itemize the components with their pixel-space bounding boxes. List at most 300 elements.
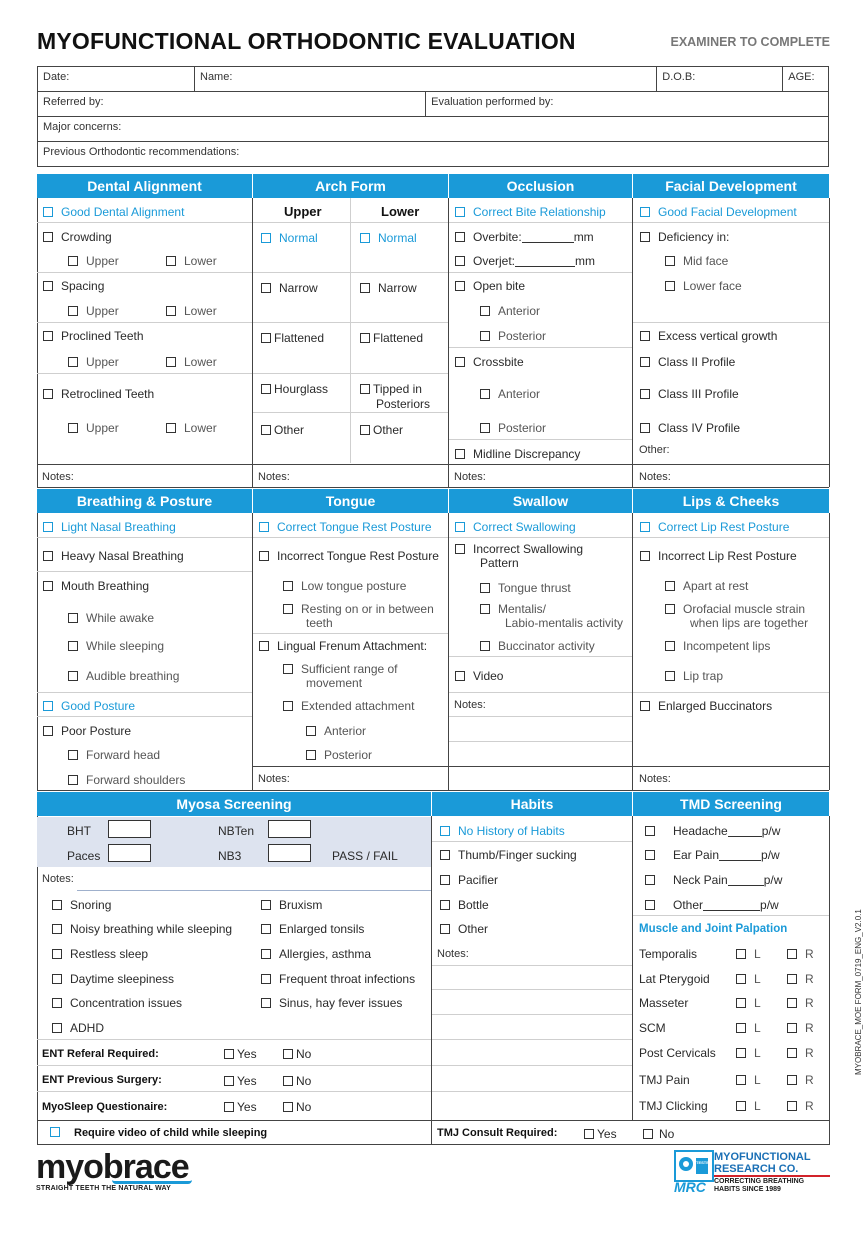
form-label: MyoSleep Questionaire: [42, 1101, 168, 1113]
checkbox[interactable] [455, 256, 465, 266]
checkbox[interactable] [455, 671, 465, 681]
checkbox[interactable] [52, 949, 62, 959]
checkbox-label: Forward head [86, 748, 161, 762]
blank-line-field[interactable] [719, 860, 761, 861]
checkbox[interactable] [455, 281, 465, 291]
divider [449, 741, 632, 742]
checkbox-item[interactable] [640, 421, 740, 435]
checkbox[interactable] [43, 281, 53, 291]
checkbox[interactable] [52, 900, 62, 910]
checkbox[interactable] [360, 425, 370, 435]
checkbox-label: Overbite: [473, 230, 522, 244]
checkbox[interactable] [640, 389, 650, 399]
form-label: TMJ Pain [639, 1073, 690, 1087]
checkbox[interactable] [261, 924, 271, 934]
checkbox-item[interactable] [261, 947, 371, 961]
checkbox-item[interactable] [440, 898, 489, 912]
checkbox[interactable] [68, 750, 78, 760]
checkbox-item[interactable] [68, 355, 119, 369]
checkbox[interactable] [43, 232, 53, 242]
checkbox-item[interactable] [640, 205, 797, 219]
checkbox[interactable] [166, 357, 176, 367]
checkbox[interactable] [306, 726, 316, 736]
checkbox-item[interactable] [43, 579, 149, 593]
checkbox-label: Resting on or in between [301, 602, 434, 616]
checkbox[interactable] [440, 826, 450, 836]
checkbox-item[interactable] [283, 1074, 311, 1088]
checkbox-label: Frequent throat infections [279, 972, 416, 986]
checkbox-item[interactable] [52, 972, 174, 986]
checkbox[interactable] [43, 726, 53, 736]
checkbox[interactable] [665, 281, 675, 291]
checkbox[interactable] [665, 641, 675, 651]
checkbox-label: Neck Pain [673, 873, 728, 887]
checkbox[interactable] [68, 671, 78, 681]
checkbox[interactable] [736, 949, 746, 959]
checkbox-item[interactable] [440, 824, 565, 838]
checkbox[interactable] [480, 389, 490, 399]
checkbox-item[interactable] [261, 898, 322, 912]
checkbox-item[interactable] [643, 1127, 674, 1141]
checkbox-item[interactable] [787, 1046, 814, 1060]
checkbox-item[interactable] [68, 748, 160, 762]
checkbox[interactable] [736, 1023, 746, 1033]
checkbox-label: Audible breathing [86, 669, 180, 683]
checkbox-item[interactable] [259, 520, 432, 534]
checkbox-item[interactable] [787, 1021, 814, 1035]
checkbox[interactable] [787, 998, 797, 1008]
checkbox-item[interactable] [455, 520, 576, 534]
checkbox[interactable] [283, 664, 293, 674]
checkbox[interactable] [261, 900, 271, 910]
checkbox[interactable] [736, 1075, 746, 1085]
checkbox-label: mm [573, 230, 594, 244]
checkbox[interactable] [261, 974, 271, 984]
checkbox-label: Heavy Nasal Breathing [61, 549, 184, 563]
checkbox[interactable] [640, 522, 650, 532]
checkbox[interactable] [480, 306, 490, 316]
checkbox-label: Enlarged Buccinators [658, 699, 773, 713]
checkbox-item[interactable] [640, 520, 789, 534]
checkbox[interactable] [68, 357, 78, 367]
checkbox-item[interactable] [787, 947, 814, 961]
checkbox-item[interactable] [665, 579, 748, 593]
checkbox-label: Narrow [378, 281, 417, 295]
checkbox-item[interactable] [736, 1021, 761, 1035]
age-field[interactable]: AGE: [783, 67, 829, 92]
checkbox-item[interactable] [43, 520, 176, 534]
checkbox-item[interactable] [360, 382, 422, 396]
checkbox-item[interactable] [283, 579, 406, 593]
checkbox-label: Mouth Breathing [61, 579, 150, 593]
divider [252, 766, 829, 767]
referred-field[interactable]: Referred by: [38, 92, 426, 117]
checkbox-item[interactable] [224, 1074, 257, 1088]
checkbox-item[interactable] [736, 972, 761, 986]
checkbox-item[interactable] [43, 230, 112, 244]
checkbox[interactable] [261, 998, 271, 1008]
checkbox-label: Crowding [61, 230, 112, 244]
checkbox-item[interactable] [640, 329, 777, 343]
checkbox-item[interactable] [261, 996, 402, 1010]
checkbox[interactable] [480, 641, 490, 651]
checkbox[interactable] [224, 1076, 234, 1086]
checkbox[interactable] [736, 1101, 746, 1111]
checkbox[interactable] [283, 581, 293, 591]
checkbox[interactable] [52, 974, 62, 984]
checkbox[interactable] [360, 333, 370, 343]
checkbox-label: Correct Tongue Rest Posture [277, 520, 432, 534]
checkbox-item[interactable] [261, 331, 324, 345]
checkbox-item[interactable] [736, 996, 761, 1010]
previous-field[interactable]: Previous Orthodontic recommendations: [38, 142, 829, 167]
checkbox-item[interactable] [43, 205, 184, 219]
checkbox[interactable] [480, 423, 490, 433]
checkbox-item[interactable] [640, 355, 735, 369]
checkbox[interactable] [43, 331, 53, 341]
checkbox[interactable] [665, 604, 675, 614]
checkbox-item[interactable] [480, 602, 546, 616]
checkbox-item[interactable] [736, 1073, 761, 1087]
checkbox-label: L [754, 1099, 761, 1113]
nbten-input[interactable] [268, 820, 311, 838]
checkbox[interactable] [283, 1076, 293, 1086]
checkbox-item[interactable] [50, 1126, 267, 1140]
checkbox-label: Pacifier [458, 873, 499, 887]
checkbox-item[interactable] [640, 699, 772, 713]
checkbox[interactable] [224, 1102, 234, 1112]
checkbox[interactable] [68, 306, 78, 316]
checkbox[interactable] [640, 357, 650, 367]
checkbox[interactable] [455, 522, 465, 532]
checkbox[interactable] [645, 875, 655, 885]
checkbox[interactable] [665, 671, 675, 681]
blank-line-field[interactable] [522, 242, 574, 243]
checkbox-item[interactable] [640, 387, 739, 401]
checkbox-item[interactable] [645, 848, 780, 862]
divider [432, 1014, 632, 1015]
checkbox[interactable] [68, 256, 78, 266]
checkbox-item[interactable] [43, 724, 131, 738]
blank-line-field[interactable] [728, 885, 764, 886]
date-field[interactable]: Date: [38, 67, 195, 92]
checkbox-label: Incorrect Swallowing [473, 542, 584, 556]
checkbox-item[interactable] [224, 1047, 257, 1061]
divider [829, 816, 830, 1145]
checkbox[interactable] [440, 875, 450, 885]
checkbox-item[interactable] [68, 421, 119, 435]
divider [37, 1144, 829, 1145]
checkbox[interactable] [360, 233, 370, 243]
checkbox[interactable] [68, 613, 78, 623]
checkbox-item[interactable] [306, 724, 366, 738]
checkbox[interactable] [584, 1129, 594, 1139]
checkbox-item[interactable] [787, 972, 814, 986]
checkbox-item[interactable] [480, 304, 540, 318]
checkbox[interactable] [736, 974, 746, 984]
checkbox-item[interactable] [480, 639, 595, 653]
divider [37, 222, 252, 223]
checkbox[interactable] [261, 333, 271, 343]
checkbox-item[interactable] [455, 205, 606, 219]
checkbox-item[interactable] [261, 423, 304, 437]
checkbox[interactable] [68, 775, 78, 785]
checkbox[interactable] [283, 1102, 293, 1112]
checkbox[interactable] [455, 449, 465, 459]
checkbox[interactable] [645, 850, 655, 860]
checkbox[interactable] [480, 604, 490, 614]
checkbox-label: Retroclined Teeth [61, 387, 155, 401]
divider [432, 965, 632, 966]
checkbox-item[interactable] [360, 231, 417, 245]
checkbox-item[interactable] [480, 387, 540, 401]
checkbox-item[interactable] [43, 549, 184, 563]
checkbox[interactable] [166, 423, 176, 433]
checkbox-item[interactable] [736, 1046, 761, 1060]
checkbox-item[interactable] [52, 947, 148, 961]
checkbox-item[interactable] [166, 421, 217, 435]
checkbox[interactable] [480, 331, 490, 341]
checkbox[interactable] [43, 581, 53, 591]
checkbox-item[interactable] [283, 602, 434, 616]
form-label: SCM [639, 1021, 666, 1035]
checkbox-item[interactable] [787, 996, 814, 1010]
form-label: Lower [381, 204, 420, 219]
checkbox-item[interactable] [283, 662, 398, 676]
checkbox-item[interactable] [455, 230, 594, 244]
checkbox-item[interactable] [283, 699, 414, 713]
checkbox[interactable] [43, 207, 53, 217]
checkbox[interactable] [306, 750, 316, 760]
checkbox[interactable] [787, 1023, 797, 1033]
checkbox[interactable] [787, 949, 797, 959]
checkbox[interactable] [787, 1075, 797, 1085]
checkbox-item[interactable] [640, 230, 729, 244]
facial-header: Facial Development [633, 174, 829, 198]
checkbox-item[interactable] [455, 669, 503, 683]
divider [829, 513, 830, 790]
checkbox-item[interactable] [360, 281, 417, 295]
checkbox-item[interactable] [665, 669, 723, 683]
checkbox[interactable] [645, 900, 655, 910]
checkbox-item[interactable] [43, 329, 144, 343]
checkbox-item[interactable] [52, 1021, 104, 1035]
checkbox[interactable] [455, 232, 465, 242]
checkbox[interactable] [440, 850, 450, 860]
checkbox[interactable] [43, 701, 53, 711]
checkbox-item[interactable] [480, 581, 571, 595]
checkbox-item[interactable] [68, 254, 119, 268]
checkbox-item[interactable] [360, 331, 423, 345]
checkbox[interactable] [640, 331, 650, 341]
performed-field[interactable]: Evaluation performed by: [426, 92, 829, 117]
checkbox[interactable] [440, 900, 450, 910]
checkbox-item[interactable] [736, 1099, 761, 1113]
checkbox-label: Yes [597, 1127, 617, 1141]
checkbox-item[interactable] [665, 602, 805, 616]
checkbox-item[interactable] [224, 1100, 257, 1114]
checkbox-item[interactable] [645, 824, 780, 838]
checkbox[interactable] [166, 306, 176, 316]
checkbox[interactable] [261, 233, 271, 243]
divider [37, 1065, 431, 1066]
checkbox-item[interactable] [584, 1127, 617, 1141]
checkbox-item[interactable] [68, 611, 154, 625]
checkbox[interactable] [787, 1101, 797, 1111]
checkbox[interactable] [360, 283, 370, 293]
checkbox-item[interactable] [645, 873, 782, 887]
checkbox[interactable] [259, 551, 269, 561]
checkbox[interactable] [166, 256, 176, 266]
checkbox-item[interactable] [440, 873, 498, 887]
checkbox[interactable] [259, 641, 269, 651]
checkbox[interactable] [787, 974, 797, 984]
checkbox[interactable] [43, 551, 53, 561]
divider [633, 537, 829, 538]
checkbox-item[interactable] [455, 542, 583, 556]
nb3-input[interactable] [268, 844, 311, 862]
checkbox[interactable] [259, 522, 269, 532]
checkbox[interactable] [736, 1048, 746, 1058]
checkbox[interactable] [283, 604, 293, 614]
checkbox-item[interactable] [283, 1100, 311, 1114]
checkbox[interactable] [645, 826, 655, 836]
checkbox-label: Mentalis/ [498, 602, 547, 616]
checkbox[interactable] [52, 1023, 62, 1033]
checkbox-item[interactable] [283, 1047, 311, 1061]
dob-field[interactable]: D.O.B: [657, 67, 783, 92]
checkbox[interactable] [455, 357, 465, 367]
checkbox[interactable] [787, 1048, 797, 1058]
checkbox-item[interactable] [261, 972, 415, 986]
checkbox[interactable] [261, 283, 271, 293]
checkbox-item[interactable] [52, 922, 232, 936]
checkbox-item[interactable] [480, 421, 546, 435]
checkbox-item[interactable] [455, 279, 525, 293]
blank-line-field[interactable] [515, 266, 575, 267]
checkbox-item[interactable] [68, 773, 185, 787]
checkbox-item[interactable] [261, 382, 328, 396]
checkbox-item[interactable] [480, 329, 546, 343]
checkbox-label: Other [274, 423, 305, 437]
checkbox-item[interactable] [787, 1099, 814, 1113]
checkbox-item[interactable] [360, 423, 403, 437]
checkbox-label: Midline Discrepancy [473, 447, 581, 461]
checkbox-label: Incorrect Tongue Rest Posture [277, 549, 439, 563]
checkbox-label: Lower [184, 421, 217, 435]
checkbox-item[interactable] [787, 1073, 814, 1087]
checkbox-item[interactable] [665, 254, 728, 268]
checkbox-label: R [805, 947, 814, 961]
checkbox-item[interactable] [640, 549, 797, 563]
checkbox-item[interactable] [665, 279, 742, 293]
checkbox[interactable] [455, 544, 465, 554]
checkbox[interactable] [224, 1049, 234, 1059]
checkbox[interactable] [68, 423, 78, 433]
paces-input[interactable] [108, 844, 151, 862]
checkbox-item[interactable] [68, 639, 164, 653]
divider [253, 633, 448, 634]
bht-input[interactable] [108, 820, 151, 838]
form-label: Masseter [639, 996, 689, 1010]
checkbox[interactable] [640, 232, 650, 242]
checkbox[interactable] [50, 1127, 60, 1137]
checkbox[interactable] [261, 425, 271, 435]
checkbox-item[interactable] [645, 898, 779, 912]
checkbox-item[interactable] [166, 355, 217, 369]
divider [449, 222, 632, 223]
checkbox-item[interactable] [43, 387, 154, 401]
checkbox[interactable] [640, 551, 650, 561]
blank-line-field[interactable] [703, 910, 760, 911]
checkbox[interactable] [52, 998, 62, 1008]
checkbox-item[interactable] [306, 748, 372, 762]
checkbox[interactable] [283, 1049, 293, 1059]
checkbox[interactable] [43, 522, 53, 532]
checkbox-item[interactable] [166, 254, 217, 268]
checkbox-item[interactable] [259, 549, 439, 563]
checkbox-item[interactable] [440, 848, 577, 862]
checkbox[interactable] [665, 256, 675, 266]
checkbox-item[interactable] [68, 669, 179, 683]
checkbox[interactable] [640, 701, 650, 711]
checkbox-item[interactable] [455, 254, 595, 268]
name-field[interactable]: Name: [195, 67, 657, 92]
blank-line-field[interactable] [728, 836, 762, 837]
checkbox-item[interactable] [440, 922, 488, 936]
checkbox-item[interactable] [68, 304, 119, 318]
checkbox-label: Spacing [61, 279, 105, 293]
checkbox-item[interactable] [736, 947, 761, 961]
checkbox-item[interactable] [665, 639, 770, 653]
checkbox[interactable] [43, 389, 53, 399]
checkbox[interactable] [640, 207, 650, 217]
checkbox[interactable] [261, 384, 271, 394]
checkbox-item[interactable] [166, 304, 217, 318]
checkbox[interactable] [640, 423, 650, 433]
checkbox[interactable] [360, 384, 370, 394]
checkbox-item[interactable] [43, 699, 135, 713]
checkbox[interactable] [68, 641, 78, 651]
checkbox-item[interactable] [455, 355, 524, 369]
checkbox-item[interactable] [259, 639, 427, 653]
checkbox-item[interactable] [261, 231, 318, 245]
checkbox-item[interactable] [455, 447, 580, 461]
checkbox[interactable] [736, 998, 746, 1008]
checkbox[interactable] [480, 583, 490, 593]
checkbox[interactable] [643, 1129, 653, 1139]
divider [449, 656, 632, 657]
divider [37, 571, 252, 572]
checkbox-item[interactable] [43, 279, 104, 293]
checkbox-item[interactable] [261, 922, 364, 936]
divider [829, 198, 830, 487]
checkbox[interactable] [455, 207, 465, 217]
checkbox[interactable] [665, 581, 675, 591]
checkbox-item[interactable] [52, 898, 111, 912]
checkbox[interactable] [261, 949, 271, 959]
checkbox-item[interactable] [261, 281, 318, 295]
checkbox[interactable] [52, 924, 62, 934]
concerns-field[interactable]: Major concerns: [38, 117, 829, 142]
checkbox-label: Anterior [498, 387, 541, 401]
form-label: Paces [67, 849, 101, 863]
checkbox[interactable] [283, 701, 293, 711]
checkbox[interactable] [440, 924, 450, 934]
divider [449, 716, 632, 717]
checkbox-item[interactable] [52, 996, 182, 1010]
checkbox-label: Incorrect Lip Rest Posture [658, 549, 797, 563]
